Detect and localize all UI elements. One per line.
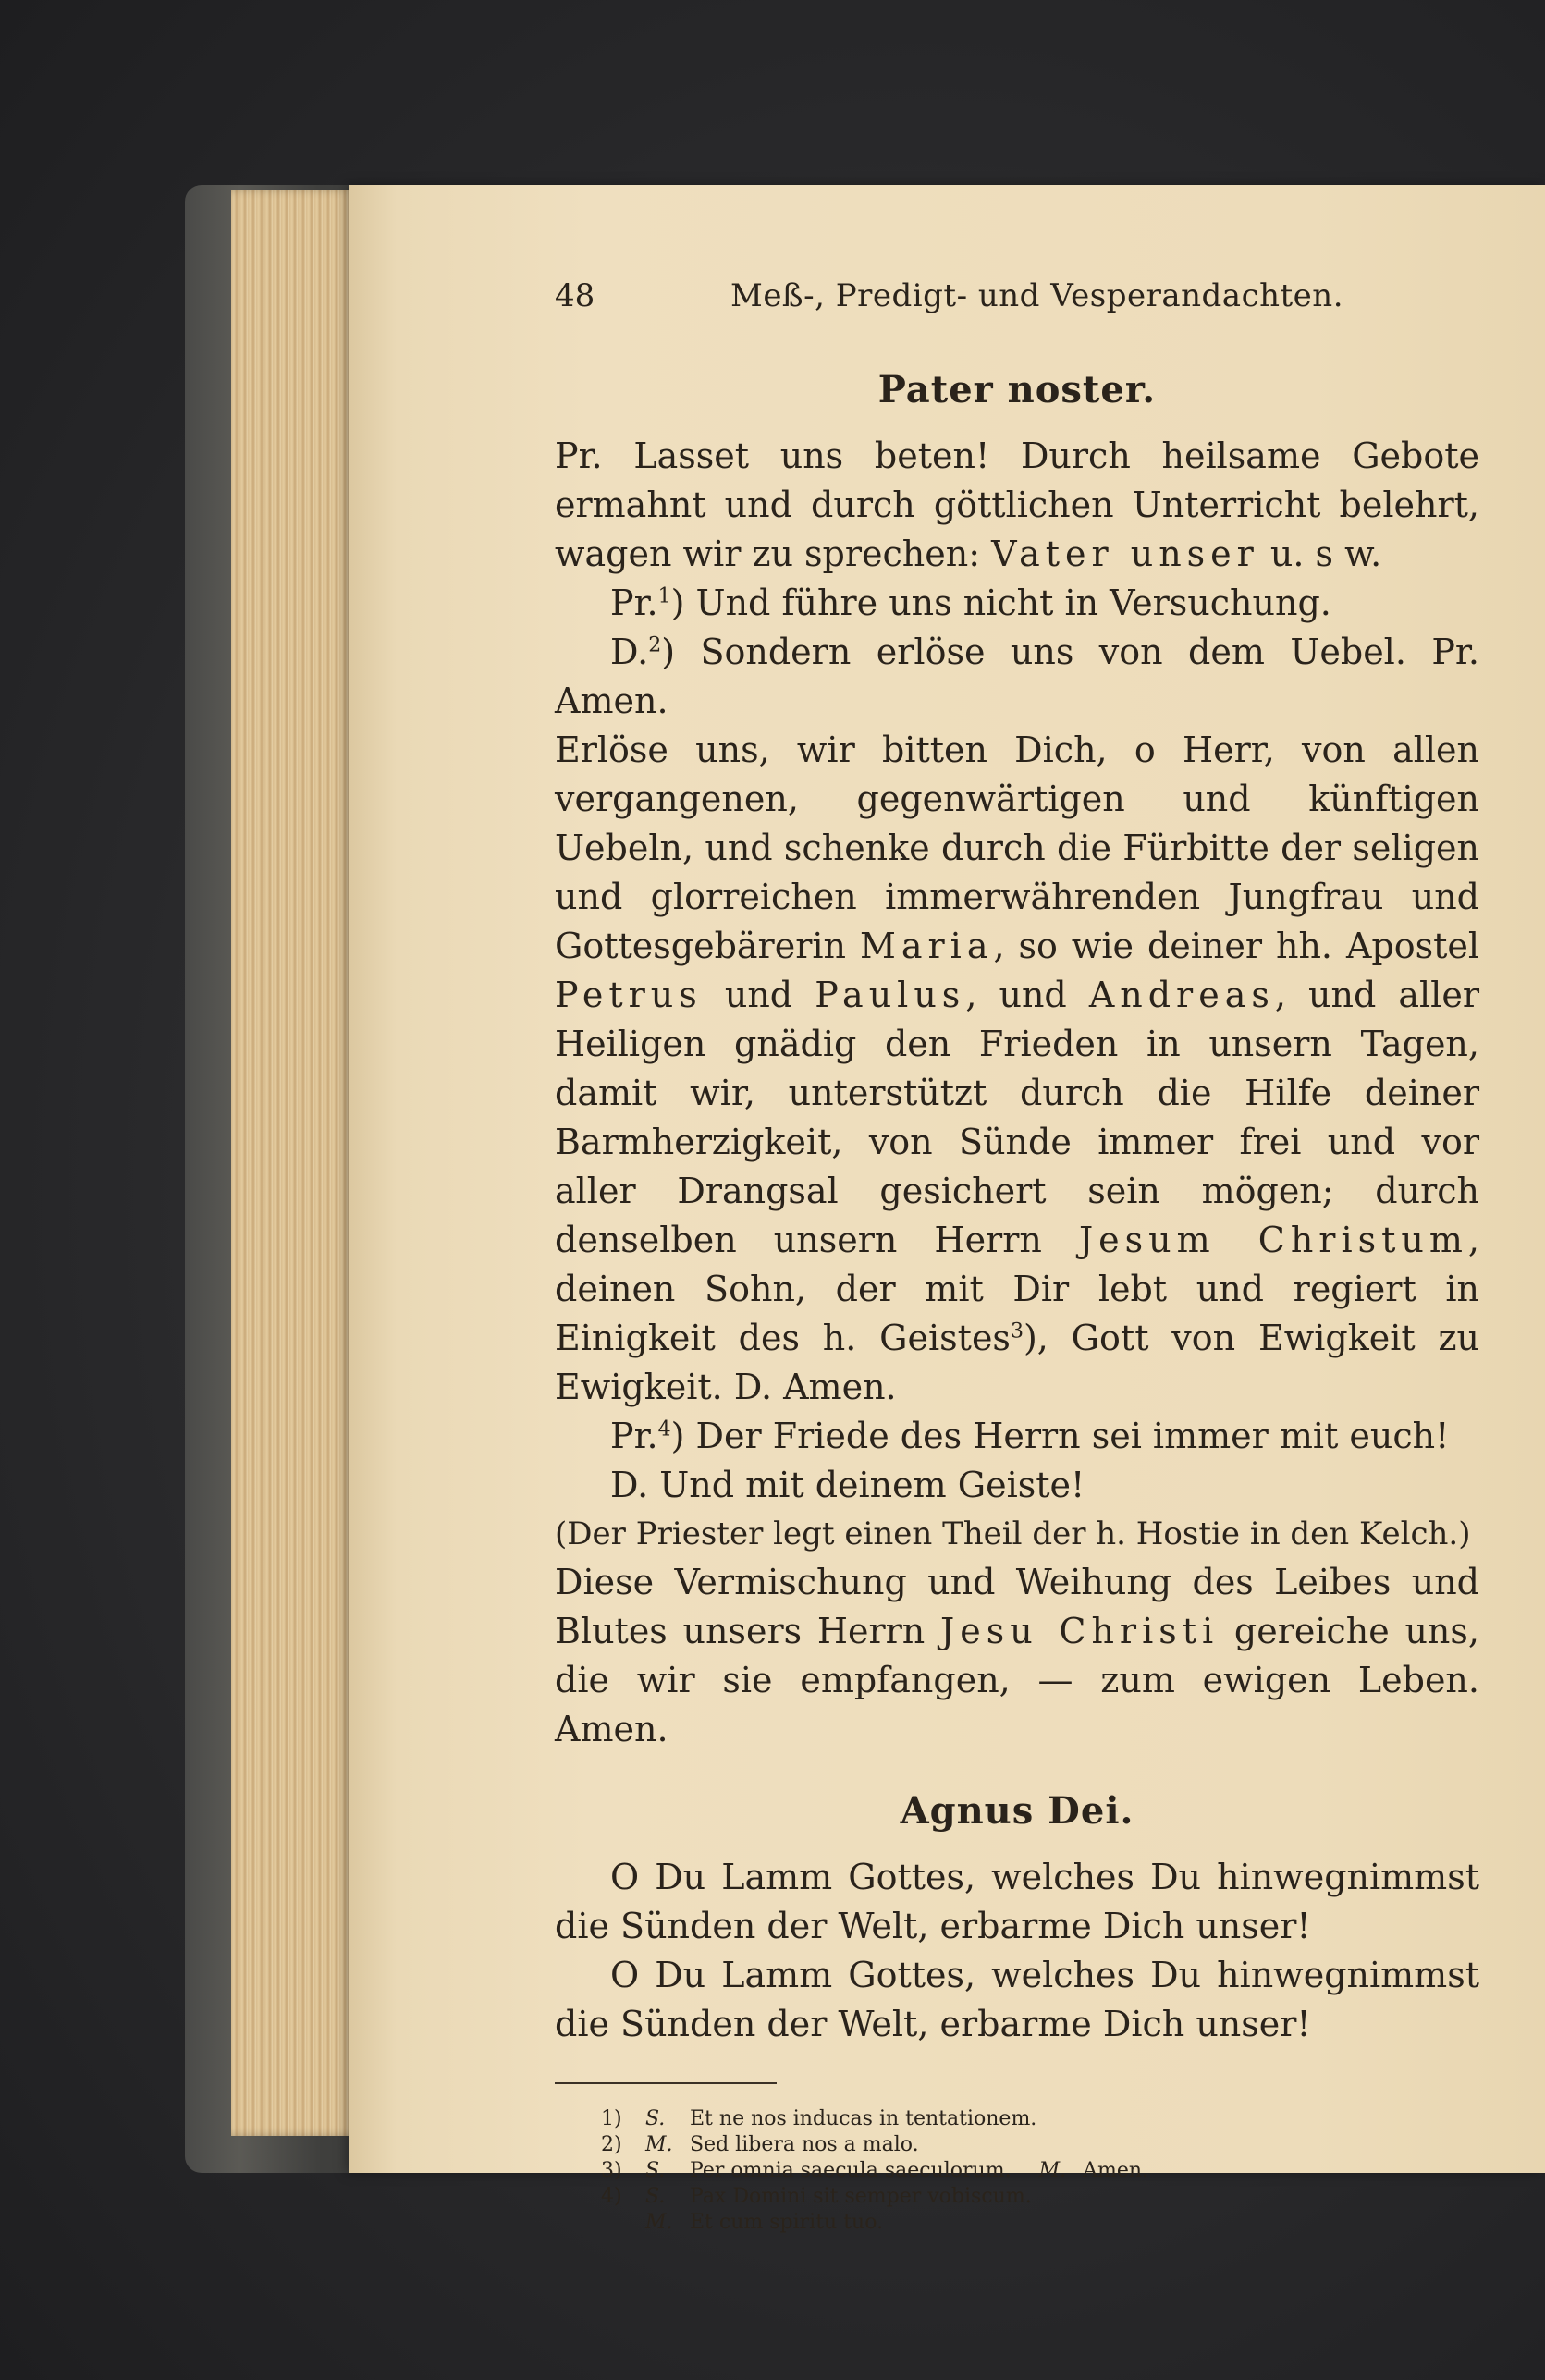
footnote: M. Et cum spiritu tuo.	[645, 2211, 884, 2234]
footnote-ref: 3	[1010, 1319, 1024, 1343]
footnote: 1) S. Et ne nos inducas in tentationem.	[601, 2107, 1037, 2130]
paragraph: Pr.$^4$) Der Friede des Herrn sei immer mit euch!	[610, 1416, 1450, 1456]
section-title-agnus-dei: Agnus Dei.	[900, 1789, 1134, 1833]
paragraph: Pr. Lasset uns beten! Durch heilsame Gebote ermahnt und durch göttlichen Unterricht belehrt, wagen wir zu sprechen: Vater unser u. s w.	[555, 436, 1479, 574]
footnote: 4) S. Pax Domini sit semper vobiscum.	[601, 2185, 1032, 2208]
paragraph: Erlöse uns, wir bitten Dich, o Herr, von allen vergangenen, gegenwärtigen und künftigen Uebeln, und schenke durch die Fürbitte der seligen und glorreichen immerwährenden Jungfrau und Gottesgebärerin Maria, so wie deiner hh. Apostel Petrus und Paulus, und Andreas, und aller Heiligen gnädig den Frieden in unsern Tagen, damit wir, unterstützt durch die Hilfe deiner Barmherzigkeit, von Sünde immer frei und vor aller Drangsal gesichert sein mögen; durch denselben unsern Herrn Jesum Christum, deinen Sohn, der mit Dir lebt und regiert in Einigkeit des h. Geistes$^3$), Gott von Ewigkeit zu Ewigkeit. D. Amen.	[555, 730, 1479, 1407]
paragraph: D. Und mit deinem Geiste!	[610, 1465, 1085, 1505]
paragraph: O Du Lamm Gottes, welches Du hinwegnimmst die Sünden der Welt, erbarme Dich unser!	[555, 1955, 1479, 2044]
footnote-ref: 2	[648, 633, 662, 657]
footnote-ref: 1	[657, 584, 671, 608]
page-edges	[231, 190, 361, 2136]
running-head	[555, 277, 1479, 333]
section-title-pater-noster: Pater noster.	[877, 368, 1157, 411]
paragraph: D.$^2$) Sondern erlöse uns von dem Uebel. Pr. Amen.	[555, 632, 1479, 721]
footnote-ref: 4	[657, 1417, 671, 1441]
paragraph: Pr.$^1$) Und führe uns nicht in Versuchung.	[610, 583, 1331, 623]
rubric: (Der Priester legt einen Theil der h. Hostie in den Kelch.)	[555, 1515, 1471, 1552]
footnote: 2) M. Sed libera nos a malo.	[601, 2133, 919, 2156]
footnote-divider	[555, 2082, 777, 2084]
running-head-title: Meß-, Predigt- und Vesperandachten.	[730, 277, 1344, 314]
paragraph: O Du Lamm Gottes, welches Du hinwegnimmst die Sünden der Welt, erbarme Dich unser!	[555, 1857, 1479, 1946]
page-content	[555, 277, 1479, 2236]
paragraph: Diese Vermischung und Weihung des Leibes und Blutes unsers Herrn Jesu Christi gereiche uns, die wir sie empfangen, — zum ewigen Leben. Amen.	[555, 1562, 1479, 1749]
footnote: 3) S. Per omnia saecula saeculorum. M. Amen.	[601, 2159, 1149, 2182]
book-page	[349, 185, 1545, 2234]
page-number: 48	[555, 277, 595, 314]
